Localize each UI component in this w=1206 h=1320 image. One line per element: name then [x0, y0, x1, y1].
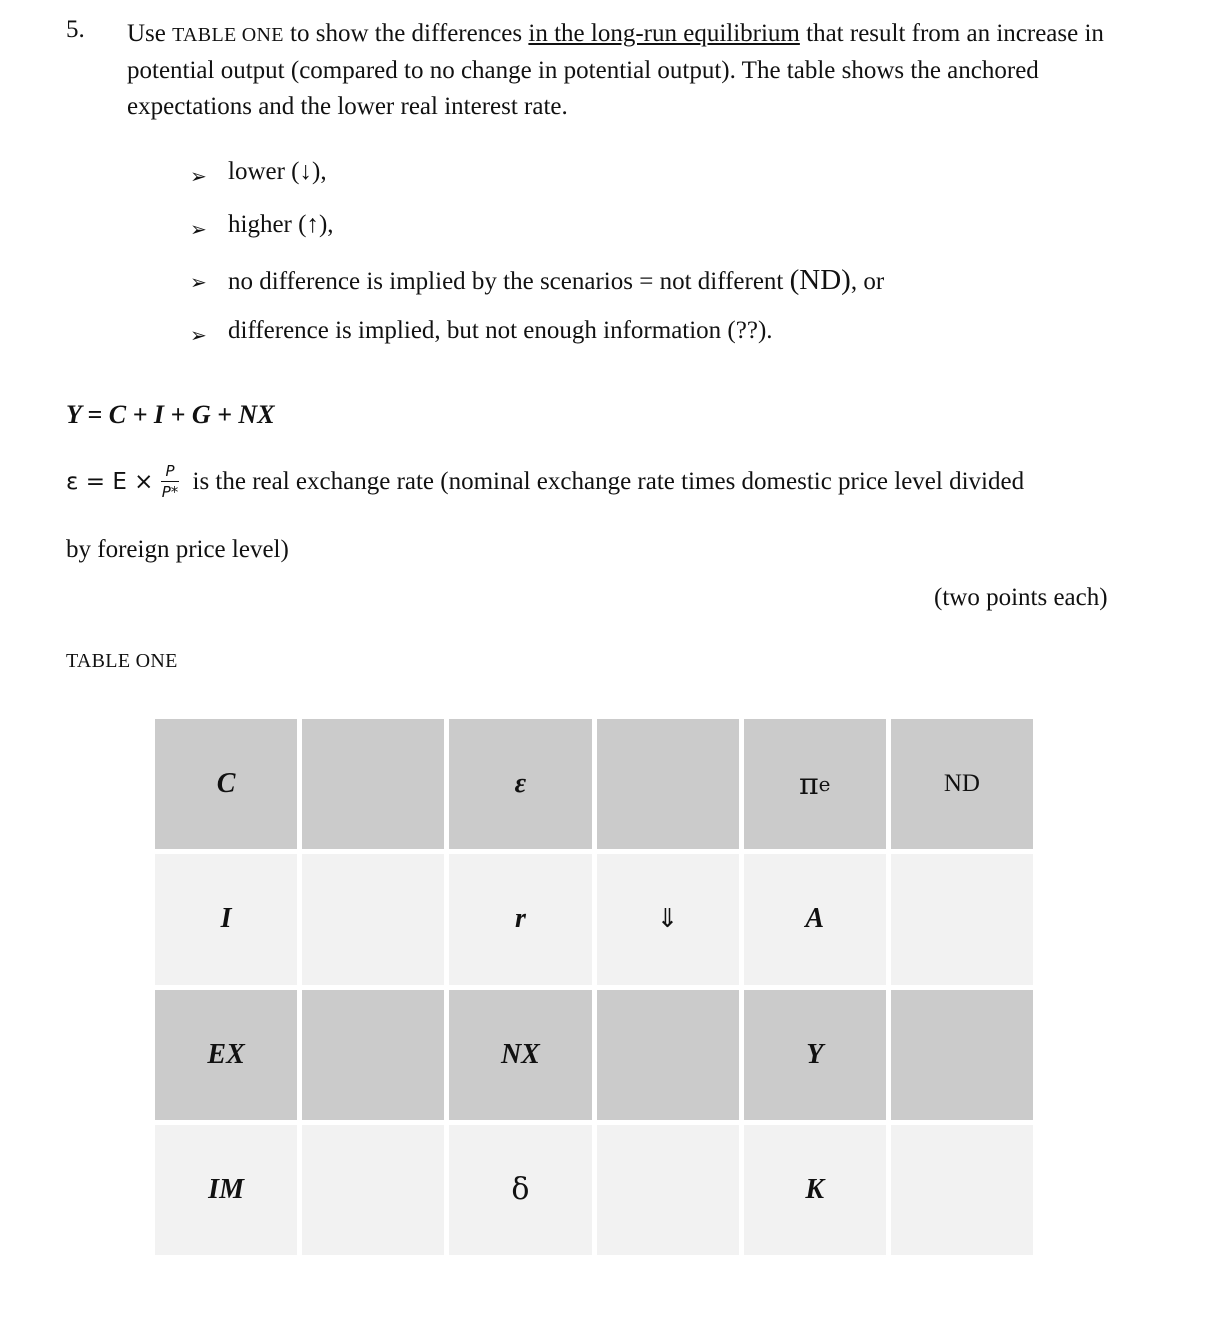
- arrow-bullet-icon: ➢: [190, 217, 207, 241]
- variable-cell-delta: δ: [449, 1125, 591, 1255]
- answer-cell-pi-e[interactable]: ND: [891, 719, 1033, 849]
- answer-cell-delta[interactable]: [597, 1125, 739, 1255]
- variable-cell-epsilon: ε: [449, 719, 591, 849]
- underlined-phrase: in the long-run equilibrium: [528, 20, 800, 47]
- question-text-2: to show the differences: [283, 20, 529, 47]
- answer-cell-c[interactable]: [302, 719, 444, 849]
- variable-cell-i: I: [155, 854, 297, 984]
- question-text-3: that result from an increase in potential output (compared to no change in potential output). The table shows the anchored expectations and the lower real interest rate.: [127, 20, 1104, 120]
- table-one: [155, 719, 1033, 1255]
- question-number: 5.: [66, 16, 85, 43]
- variable-cell-c: C: [155, 719, 297, 849]
- real-exchange-rate-equation: [66, 462, 1024, 501]
- option-no-difference: [190, 264, 884, 317]
- question-text: [127, 16, 1147, 125]
- pi-symbol: π: [798, 766, 819, 802]
- fraction-numerator: P: [161, 462, 178, 482]
- option-nd-abbrev: (ND): [789, 264, 851, 296]
- variable-cell-im: IM: [155, 1125, 297, 1255]
- variable-cell-ex: EX: [155, 990, 297, 1120]
- variable-cell-nx: NX: [449, 990, 591, 1120]
- exchange-rate-description-continued: by foreign price level): [66, 536, 289, 563]
- exchange-rate-description: is the real exchange rate (nominal exchange rate times domestic price level divided: [192, 467, 1025, 495]
- question-text-1: Use: [127, 20, 173, 47]
- variable-cell-a: A: [744, 854, 886, 984]
- table-label: TABLE ONE: [66, 650, 178, 672]
- answer-cell-ex[interactable]: [302, 990, 444, 1120]
- arrow-bullet-icon: ➢: [190, 164, 207, 188]
- variable-cell-k: K: [744, 1125, 886, 1255]
- option-nd-tail: , or: [850, 268, 885, 295]
- option-not-enough-info-text: difference is implied, but not enough information (??).: [228, 317, 773, 344]
- answer-cell-epsilon[interactable]: [597, 719, 739, 849]
- table-reference: TABLE ONE: [172, 24, 284, 46]
- option-not-enough-info: [190, 317, 884, 370]
- variable-cell-y: Y: [744, 990, 886, 1120]
- answer-cell-a[interactable]: [891, 854, 1033, 984]
- answer-cell-i[interactable]: [302, 854, 444, 984]
- exchange-rate-lhs: ε = E ×: [66, 468, 154, 495]
- option-nd-text: no difference is implied by the scenarios = not different: [228, 268, 790, 295]
- fraction-denominator: P*: [161, 483, 179, 501]
- answer-cell-y[interactable]: [891, 990, 1033, 1120]
- answer-cell-im[interactable]: [302, 1125, 444, 1255]
- variable-cell-r: r: [449, 854, 591, 984]
- option-higher-text: higher (↑),: [228, 211, 334, 238]
- answer-cell-nx[interactable]: [597, 990, 739, 1120]
- variable-cell-pi-e: [744, 719, 886, 849]
- answer-options-list: [190, 158, 884, 370]
- gdp-identity-equation: Y = C + I + G + NX: [66, 400, 275, 429]
- price-ratio-fraction: [161, 462, 178, 501]
- answer-cell-r[interactable]: ⇓: [597, 854, 739, 984]
- arrow-bullet-icon: ➢: [190, 323, 207, 347]
- option-lower: [190, 158, 884, 211]
- answer-cell-k[interactable]: [891, 1125, 1033, 1255]
- pi-superscript: e: [818, 772, 831, 797]
- option-lower-text: lower (↓),: [228, 158, 327, 185]
- option-higher: [190, 211, 884, 264]
- points-note: (two points each): [934, 584, 1108, 611]
- arrow-bullet-icon: ➢: [190, 270, 207, 294]
